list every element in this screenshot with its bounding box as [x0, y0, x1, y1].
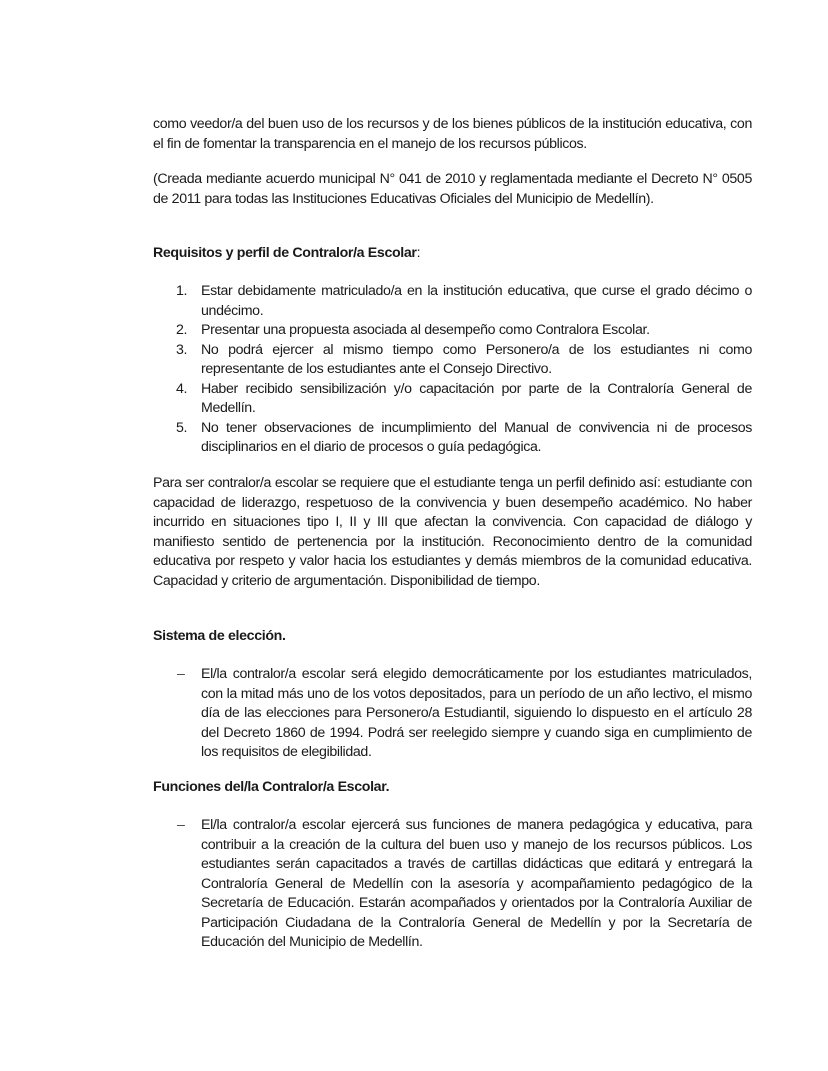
- list-item-text: No podrá ejercer al mismo tiempo como Personero/a de los estudiantes ni como representante de los estudiantes ante el Consejo Directivo.: [201, 341, 752, 377]
- list-item-text: El/la contralor/a escolar será elegido democráticamente por los estudiantes matriculados, con la mitad más uno de los votos depositados, para un período de un año lectivo, el mismo día de las elecciones para Personero/a Estudiantil, siguiendo lo dispuesto en el artículo 28 del Decreto 1860 de 1994. Podrá ser reelegido siempre y cuando siga en cumplimiento de los requisitos de elegibilidad.: [201, 666, 752, 760]
- heading-colon: :: [416, 245, 421, 261]
- dash-marker: –: [177, 666, 185, 682]
- list-marker: 2.: [176, 322, 188, 338]
- profile-paragraph: Para ser contralor/a escolar se requiere que el estudiante tenga un perfil definido así: estudiante con capacidad de liderazgo, respetuoso de la convivencia y buen desempeño académico. No haber incurrido en situaciones tipo I, II y III que afectan la convivencia. Con capacidad de diálogo y manifiesto sentido de pertenencia por la institución. Reconocimiento dentro de la comunidad educativa por respeto y valor hacia los estudiantes y demás miembros de la comunidad educativa. Capacidad y criterio de argumentación. Disponibilidad de tiempo.: [153, 475, 752, 589]
- requirements-heading-text: Requisitos y perfil de Contralor/a Escolar: [153, 245, 417, 261]
- creation-note-paragraph: (Creada mediante acuerdo municipal N° 041 de 2010 y reglamentada mediante el Decreto N° 0505 de 2011 para todas las Instituciones Educativas Oficiales del Municipio de Medellín).: [153, 171, 752, 207]
- list-item: [153, 419, 752, 458]
- list-item-text: Presentar una propuesta asociada al desempeño como Contralora Escolar.: [201, 322, 650, 338]
- list-item: [153, 380, 752, 419]
- requirements-heading: [153, 244, 752, 264]
- requirements-list: [153, 282, 752, 458]
- intro-paragraph: como veedor/a del buen uso de los recursos y de los bienes públicos de la institución educativa, con el fin de fomentar la transparencia en el manejo de los recursos públicos.: [153, 116, 752, 152]
- list-item-text: Estar debidamente matriculado/a en la institución educativa, que curse el grado décimo o undécimo.: [201, 283, 752, 319]
- list-item: [153, 816, 752, 953]
- list-item-text: No tener observaciones de incumplimiento del Manual de convivencia ni de procesos disciplinarios en el diario de procesos o guía pedagógica.: [201, 419, 752, 455]
- list-item-text: Haber recibido sensibilización y/o capacitación por parte de la Contraloría General de Medellín.: [201, 380, 752, 416]
- list-marker: 1.: [176, 283, 188, 299]
- list-item: [153, 321, 752, 341]
- list-item: [153, 665, 752, 763]
- functions-heading: Funciones del/la Contralor/a Escolar.: [153, 779, 390, 795]
- list-item-text: El/la contralor/a escolar ejercerá sus funciones de manera pedagógica y educativa, para contribuir a la creación de la cultura del buen uso y manejo de los recursos públicos. Los estudiantes serán capacitados a través de cartillas didácticas que editará y entregará la Contraloría General de Medellín con la asesoría y acompañamiento pedagógico de la Secretaría de Educación. Estarán acompañados y orientados por la Contraloría Auxiliar de Participación Ciudadana de la Contraloría General de Medellín y por la Secretaría de Educación del Municipio de Medellín.: [201, 817, 752, 950]
- list-marker: 4.: [176, 380, 188, 397]
- list-item: [153, 341, 752, 380]
- list-marker: 5.: [176, 419, 188, 436]
- functions-list: [153, 816, 752, 953]
- dash-marker: –: [177, 817, 185, 833]
- election-heading: Sistema de elección.: [153, 628, 286, 644]
- list-item: [153, 282, 752, 321]
- list-marker: 3.: [176, 341, 188, 358]
- election-list: [153, 665, 752, 763]
